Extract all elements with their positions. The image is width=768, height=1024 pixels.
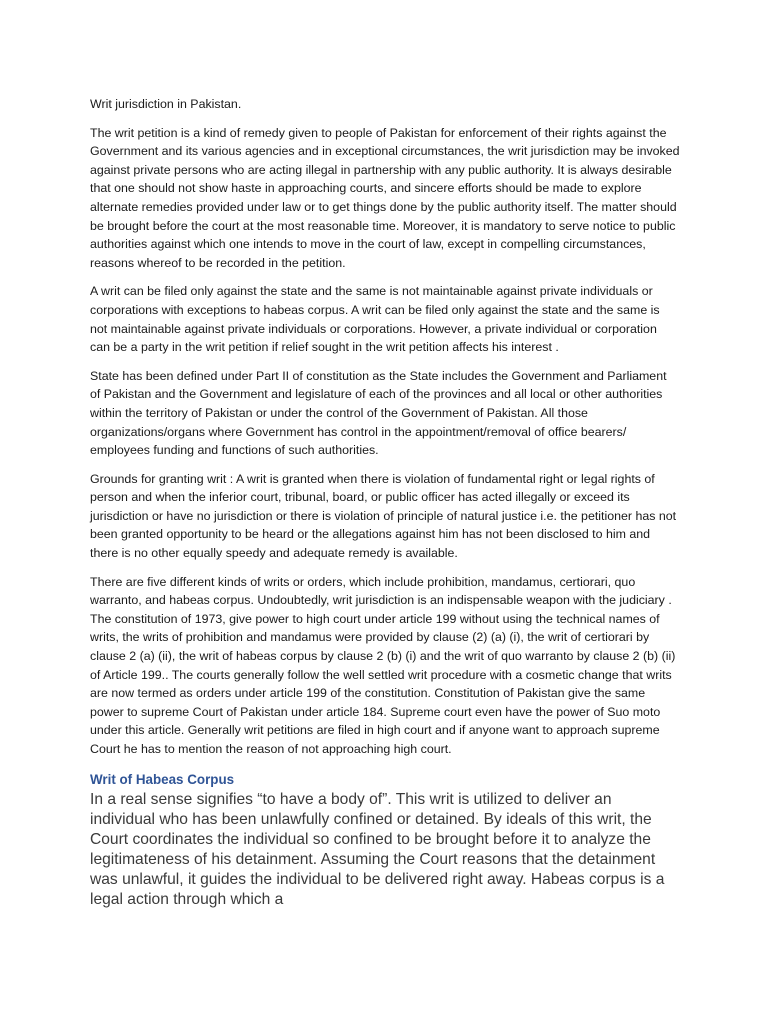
paragraph-remedy: The writ petition is a kind of remedy given to people of Pakistan for enforcement of their rights against the Government and its various agencies and in exceptional circumstances, the writ jurisdiction may be invoked against private persons who are acting illegal in partnership with any public authority. It is always desirable that one should not show haste in approaching courts, and sincere efforts should be made to explore alternate remedies provided under law or to get things done by the public authority itself. The matter should be brought before the court at the most reasonable time. Moreover, it is mandatory to serve notice to public authorities against which one intends to move in the court of law, except in compelling circumstances, reasons whereof to be recorded in the petition. [90,125,680,270]
paragraph-state-definition: State has been defined under Part II of constitution as the State includes the Government and Parliament of Pakistan and the Government and legislature of each of the provinces and all local or other authorities within the territory of Pakistan or under the control of the Government of Pakistan. All those organizations/organs where Government has control in the appointment/removal of office bearers/ employees funding and functions of such authorities. [90,368,667,458]
paragraph-state-only: A writ can be filed only against the state and the same is not maintainable against private individuals or corporations with exceptions to habeas corpus. A writ can be filed only against the state and the same is not maintainable against private individuals or corporations. However, a private individual or corporation can be a party in the writ petition if relief sought in the writ petition affects his interest . [90,284,660,355]
document-title: Writ jurisdiction in Pakistan. [90,97,242,111]
paragraph-habeas-corpus: In a real sense signifies “to have a body of”. This writ is utilized to deliver an individual who has been unlawfully confined or detained. By ideals of this writ, the Court coordinates the individual so confined to be brought before it to analyze the legitimateness of his detainment. Assuming the Court reasons that the detainment was unlawful, it guides the individual to be delivered right away. Habeas corpus is a legal action through which a [90,790,665,908]
document-content [90,95,680,910]
section-heading-habeas-corpus: Writ of Habeas Corpus [90,771,235,787]
paragraph-kinds-of-writs: There are five different kinds of writs or orders, which include prohibition, mandamus, certiorari, quo warranto, and habeas corpus. Undoubtedly, writ jurisdiction is an indispensable weapon with the judiciary . The constitution of 1973, give power to high court under article 199 without using the technical names of writs, the writs of prohibition and mandamus were provided by clause (2) (a) (i), the writ of certiorari by clause 2 (a) (ii), the writ of habeas corpus by clause 2 (b) (i) and the writ of quo warranto by clause 2 (b) (ii) of Article 199.. The courts generally follow the well settled writ procedure with a cosmetic change that writs are now termed as orders under article 199 of the constitution. Constitution of Pakistan give the same power to supreme Court of Pakistan under article 184. Supreme court even have the power of Suo moto under this article. Generally writ petitions are filed in high court and if anyone want to approach supreme Court he has to mention the reason of not approaching high court. [90,574,676,756]
paragraph-grounds: Grounds for granting writ : A writ is granted when there is violation of fundamental right or legal rights of person and when the inferior court, tribunal, board, or public officer has acted illegally or exceed its jurisdiction or have no jurisdiction or there is violation of principle of natural justice i.e. the petitioner has not been granted opportunity to be heard or the allegations against him has not been disclosed to him and there is no other equally speedy and adequate remedy is available. [90,471,677,561]
